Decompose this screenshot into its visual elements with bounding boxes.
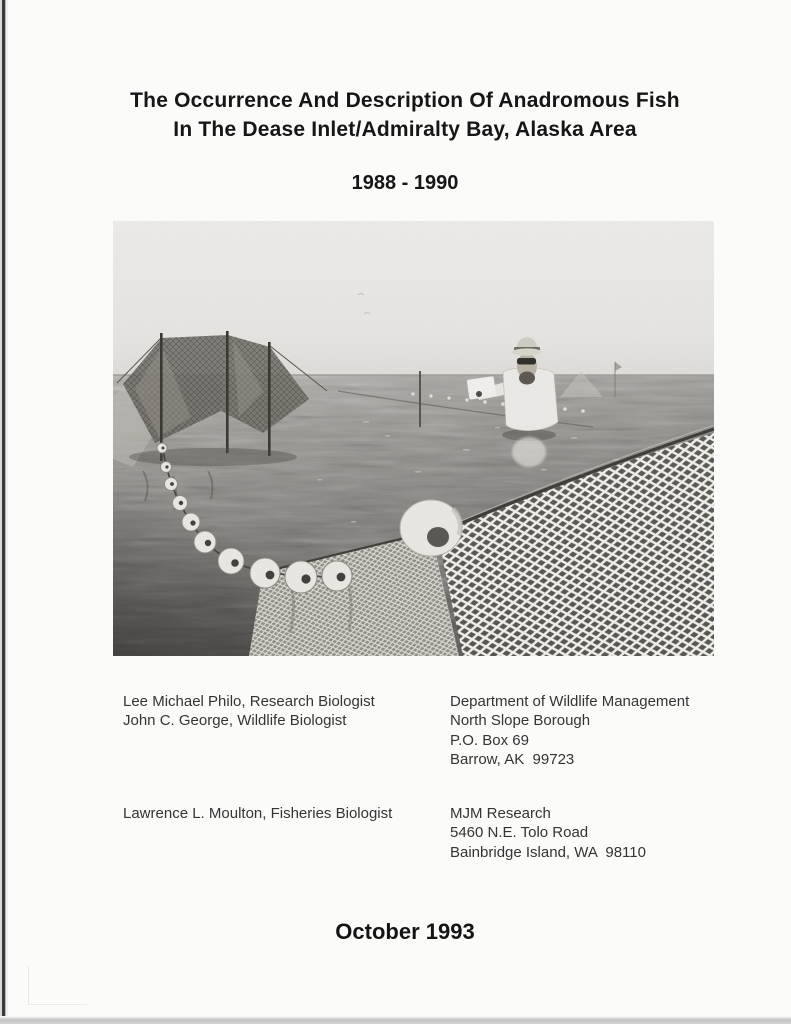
- credit-line: Lee Michael Philo, Research Biologist: [123, 693, 375, 710]
- credit-line: Barrow, AK 99723: [450, 750, 575, 768]
- credit-block-mjm-address: [450, 804, 646, 862]
- fyke-net-photo: [113, 221, 714, 656]
- credit-line: MJM Research: [450, 805, 551, 822]
- study-period: 1988 - 1990: [351, 172, 459, 194]
- credit-block-consultant: [123, 804, 392, 823]
- credit-line: 5460 N.E. Tolo Road: [450, 824, 589, 842]
- credit-line: Bainbridge Island, WA 98110: [450, 843, 646, 861]
- film-grain-overlay: [113, 221, 714, 656]
- credit-line: P.O. Box 69: [450, 731, 529, 749]
- credit-line: John C. George, Wildlife Biologist: [123, 712, 347, 730]
- cover-photograph: [113, 221, 714, 656]
- credit-line: North Slope Borough: [450, 712, 591, 730]
- credit-block-authors: [123, 692, 375, 731]
- title-line-2: In The Dease Inlet/Admiralty Bay, Alaska Area: [173, 118, 637, 141]
- credit-line: Department of Wildlife Management: [450, 693, 690, 710]
- report-title: [20, 86, 790, 144]
- scan-edge-left-artifact: [0, 0, 9, 1024]
- corner-scan-mark: [28, 966, 87, 1005]
- title-line-1: The Occurrence And Description Of Anadromous Fish: [130, 89, 680, 112]
- publication-date: October 1993: [335, 919, 475, 944]
- scan-edge-bottom-artifact: [0, 1016, 791, 1024]
- credit-block-department-address: [450, 692, 689, 769]
- credit-line: Lawrence L. Moulton, Fisheries Biologist: [123, 805, 393, 822]
